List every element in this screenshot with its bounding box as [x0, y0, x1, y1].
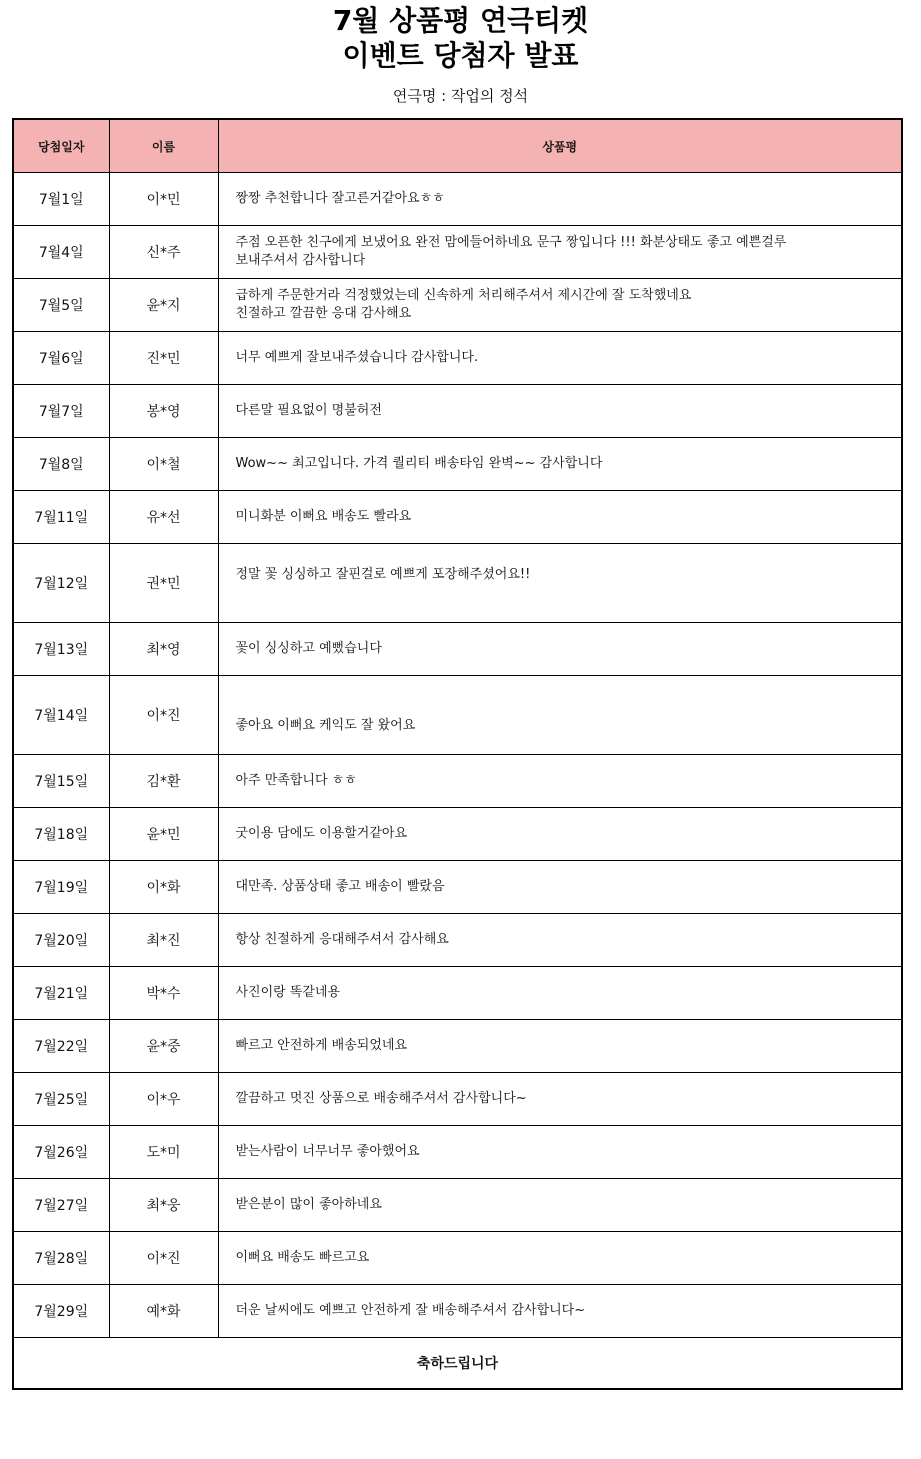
table-row: [13, 676, 902, 755]
winner-review: 대만족. 상품상태 좋고 배송이 빨랐음: [218, 861, 902, 914]
play-name: 연극명 : 작업의 정석: [392, 87, 529, 105]
winner-name: 이*우: [109, 1073, 218, 1126]
winner-date: 7월14일: [13, 676, 109, 755]
winner-date: 7월11일: [13, 491, 109, 544]
winner-name: 봉*영: [109, 385, 218, 438]
winner-date: 7월12일: [13, 544, 109, 623]
table-row: [13, 1020, 902, 1073]
column-header-review: 상품평: [218, 119, 902, 173]
winner-date: 7월26일: [13, 1126, 109, 1179]
table-header-row: [13, 119, 902, 173]
winner-review: 주점 오픈한 친구에게 보냈어요 완전 맘에들어하네요 문구 짱입니다 !!! 화분상태도 좋고 예쁜걸루 보내주셔서 감사합니다: [218, 226, 902, 279]
winner-date: 7월15일: [13, 755, 109, 808]
winner-date: 7월28일: [13, 1232, 109, 1285]
winner-review: 급하게 주문한거라 걱정했었는데 신속하게 처리해주셔서 제시간에 잘 도착했네요 친절하고 깔끔한 응대 감사해요: [218, 279, 902, 332]
winner-date: 7월5일: [13, 279, 109, 332]
winner-name: 도*미: [109, 1126, 218, 1179]
winner-date: 7월18일: [13, 808, 109, 861]
congratulations-text: 축하드립니다: [13, 1338, 902, 1390]
winner-review: 깔끔하고 멋진 상품으로 배송해주셔서 감사합니다~: [218, 1073, 902, 1126]
table-row: [13, 544, 902, 623]
table-row: [13, 1073, 902, 1126]
winner-name: 최*영: [109, 623, 218, 676]
table-row: [13, 623, 902, 676]
winner-date: 7월22일: [13, 1020, 109, 1073]
winner-name: 최*진: [109, 914, 218, 967]
column-header-name: 이름: [109, 119, 218, 173]
winner-review: 이뻐요 배송도 빠르고요: [218, 1232, 902, 1285]
winner-review: 다른말 필요없이 명불허전: [218, 385, 902, 438]
winner-name: 유*선: [109, 491, 218, 544]
table-row: [13, 1179, 902, 1232]
winner-review: 항상 친절하게 응대해주셔서 감사해요: [218, 914, 902, 967]
winner-name: 이*철: [109, 438, 218, 491]
winner-name: 최*웅: [109, 1179, 218, 1232]
table-footer-row: [13, 1338, 902, 1390]
winner-date: 7월4일: [13, 226, 109, 279]
table-row: [13, 491, 902, 544]
winner-name: 권*민: [109, 544, 218, 623]
table-row: [13, 755, 902, 808]
winner-review: 너무 예쁘게 잘보내주셨습니다 감사합니다.: [218, 332, 902, 385]
winner-review: 사진이랑 똑같네용: [218, 967, 902, 1020]
winner-date: 7월29일: [13, 1285, 109, 1338]
table-row: [13, 173, 902, 226]
winner-date: 7월19일: [13, 861, 109, 914]
table-row: [13, 914, 902, 967]
winner-review: 미니화분 이뻐요 배송도 빨라요: [218, 491, 902, 544]
table-row: [13, 1126, 902, 1179]
winner-date: 7월13일: [13, 623, 109, 676]
winner-name: 이*진: [109, 676, 218, 755]
table-row: [13, 861, 902, 914]
winner-name: 이*화: [109, 861, 218, 914]
table-row: [13, 1232, 902, 1285]
page-title-line2: 이벤트 당첨자 발표: [342, 39, 579, 72]
winner-review: 좋아요 이뻐요 케익도 잘 왔어요: [218, 676, 902, 755]
winner-date: 7월8일: [13, 438, 109, 491]
table-row: [13, 808, 902, 861]
winner-date: 7월25일: [13, 1073, 109, 1126]
winner-name: 신*주: [109, 226, 218, 279]
page-title-line1: 7월 상품평 연극티켓: [332, 4, 589, 37]
winner-name: 이*민: [109, 173, 218, 226]
winner-name: 이*진: [109, 1232, 218, 1285]
winner-date: 7월21일: [13, 967, 109, 1020]
winner-date: 7월20일: [13, 914, 109, 967]
table-row: [13, 385, 902, 438]
winner-review: 받는사람이 너무너무 좋아했어요: [218, 1126, 902, 1179]
winner-review: Wow~~ 최고입니다. 가격 퀄리티 배송타임 완벽~~ 감사합니다: [218, 438, 902, 491]
winner-date: 7월27일: [13, 1179, 109, 1232]
winner-name: 윤*지: [109, 279, 218, 332]
winner-name: 박*수: [109, 967, 218, 1020]
winner-name: 김*환: [109, 755, 218, 808]
winner-date: 7월7일: [13, 385, 109, 438]
table-row: [13, 279, 902, 332]
winner-review: 받은분이 많이 좋아하네요: [218, 1179, 902, 1232]
winner-name: 윤*중: [109, 1020, 218, 1073]
table-row: [13, 226, 902, 279]
table-row: [13, 967, 902, 1020]
winner-review: 굿이용 담에도 이용할거같아요: [218, 808, 902, 861]
column-header-date: 당첨일자: [13, 119, 109, 173]
winner-review: 짱짱 추천합니다 잘고른거같아요ㅎㅎ: [218, 173, 902, 226]
winner-review: 빠르고 안전하게 배송되었네요: [218, 1020, 902, 1073]
winner-review: 아주 만족합니다 ㅎㅎ: [218, 755, 902, 808]
winner-review: 꽃이 싱싱하고 예뻤습니다: [218, 623, 902, 676]
winner-review: 더운 날씨에도 예쁘고 안전하게 잘 배송해주셔서 감사합니다~: [218, 1285, 902, 1338]
winner-name: 윤*민: [109, 808, 218, 861]
table-row: [13, 332, 902, 385]
winner-date: 7월6일: [13, 332, 109, 385]
table-row: [13, 438, 902, 491]
winner-name: 진*민: [109, 332, 218, 385]
table-row: [13, 1285, 902, 1338]
winners-table: [12, 118, 903, 1390]
winner-review: 정말 꽃 싱싱하고 잘핀걸로 예쁘게 포장해주셨어요!!: [218, 544, 902, 623]
winner-name: 예*화: [109, 1285, 218, 1338]
winner-date: 7월1일: [13, 173, 109, 226]
